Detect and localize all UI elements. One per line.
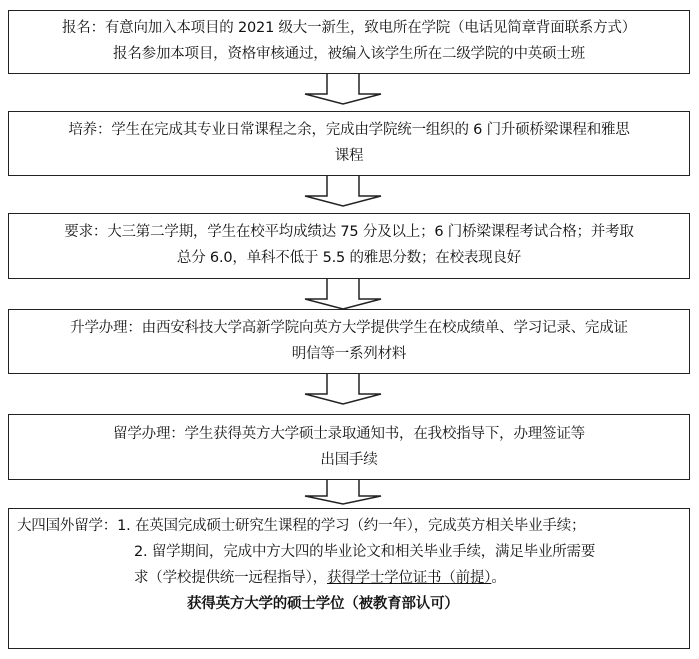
step-text-line: 总分 6.0，单科不低于 5.5 的雅思分数；在校表现良好 (176, 250, 522, 266)
step-text-line: 明信等一系列材料 (291, 346, 407, 362)
step-text-line: 课程 (334, 148, 364, 164)
down-arrow-icon (303, 374, 383, 406)
step-text-segment: 求（学校提供统一远程指导）， (134, 570, 327, 586)
step-text-line: 大四国外留学：1. 在英国完成硕士研究生课程的学习（约一年），完成英方相关毕业手续； (17, 518, 586, 534)
step-box-admission-processing (8, 309, 690, 374)
step-text-line-with-underline (134, 569, 506, 587)
step-text-line: 报名参加本项目，资格审核通过，被编入该学生所在二级学院的中英硕士班 (113, 46, 585, 62)
step-box-senior-year-abroad (8, 508, 690, 649)
step-text-segment: 。 (491, 570, 506, 586)
prerequisite-underlined-text: 获得学士学位证书（前提） (326, 570, 492, 586)
step-box-requirements (8, 213, 690, 279)
step-text-line: 升学办理：由西安科技大学高新学院向英方大学提供学生在校成绩单、学习记录、完成证 (70, 320, 628, 336)
step-box-study-abroad-processing (8, 414, 690, 480)
down-arrow-icon (303, 176, 383, 208)
down-arrow-icon (303, 74, 383, 106)
step-box-registration (8, 10, 690, 74)
step-text-line: 要求：大三第二学期，学生在校平均成绩达 75 分及以上；6 门桥梁课程考试合格；并考取 (64, 224, 634, 240)
step-text-line: 2. 留学期间，完成中方大四的毕业论文和相关毕业手续，满足毕业所需要 (134, 544, 596, 560)
step-box-training (8, 111, 690, 176)
result-degree-text: 获得英方大学的硕士学位（被教育部认可） (187, 596, 459, 612)
step-text-line: 留学办理：学生获得英方大学硕士录取通知书，在我校指导下，办理签证等 (113, 426, 585, 442)
step-text-line: 报名：有意向加入本项目的 2021 级大一新生，致电所在学院（电话见简章背面联系方式） (61, 20, 637, 36)
step-text-line: 培养：学生在完成其专业日常课程之余，完成由学院统一组织的 6 门升硕桥梁课程和雅思 (68, 122, 630, 138)
step-text-line: 出国手续 (320, 452, 378, 468)
down-arrow-icon (303, 279, 383, 311)
